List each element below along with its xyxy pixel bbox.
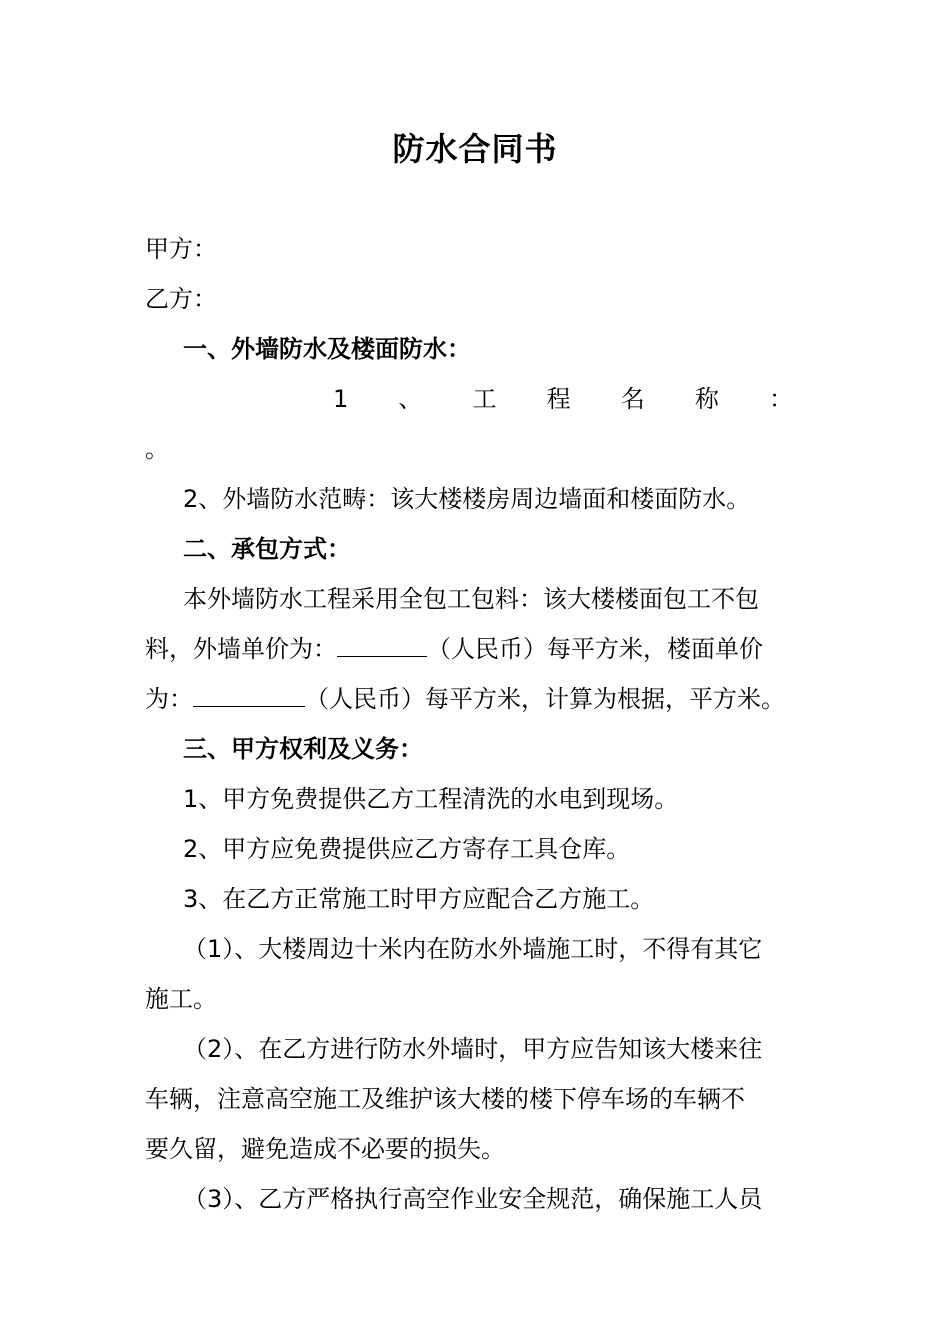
section3-item3: 3、在乙方正常施工时甲方应配合乙方施工。: [183, 885, 655, 913]
section1-heading: 一、外墙防水及楼面防水：: [183, 335, 471, 363]
item1-char: 工: [472, 385, 497, 413]
floor-price-blank: [193, 678, 305, 707]
section3-sub1-line1: （1）、大楼周边十米内在防水外墙施工时，不得有其它: [183, 935, 763, 963]
section3-sub3-line1: （3）、乙方严格执行高空作业安全规范，确保施工人员: [183, 1185, 763, 1213]
floor-price-suffix: （人民币）每平方米，计算为根据，平方米。: [305, 685, 785, 713]
section1-item2: 2、外墙防水范畴：该大楼楼房周边墙面和楼面防水。: [183, 485, 751, 513]
section3-item2: 2、甲方应免费提供应乙方寄存工具仓库。: [183, 835, 631, 863]
unit-price-blank: [337, 628, 427, 657]
section3-sub2-line3: 要久留，避免造成不必要的损失。: [145, 1135, 505, 1163]
section3-sub2-line1: （2）、在乙方进行防水外墙时，甲方应告知该大楼来往: [183, 1035, 763, 1063]
party-b-label: 乙方：: [145, 285, 217, 313]
section3-sub1-line2: 施工。: [145, 985, 217, 1013]
section3-item1: 1、甲方免费提供乙方工程清洗的水电到现场。: [183, 785, 679, 813]
item1-char: 程: [546, 385, 571, 413]
section2-line2: [145, 624, 810, 674]
section2-line1: 本外墙防水工程采用全包工包料：该大楼楼面包工不包: [183, 585, 759, 613]
section1-item1-end: 。: [145, 435, 169, 463]
party-a-label: 甲方：: [145, 235, 217, 263]
document-title: 防水合同书: [392, 130, 558, 168]
section3-sub2-line2: 车辆，注意高空施工及维护该大楼的楼下停车场的车辆不: [145, 1085, 745, 1113]
section2-heading: 二、承包方式：: [183, 535, 351, 563]
floor-price-label: 为：: [145, 685, 193, 713]
item1-char: 称: [694, 385, 719, 413]
unit-price-label: 料，外墙单价为：: [145, 635, 337, 663]
item1-char: 、: [398, 385, 423, 413]
item1-char: ：: [768, 385, 793, 413]
section2-line3: [145, 674, 810, 724]
item1-char: 名: [620, 385, 645, 413]
section1-item1-project-name: [333, 374, 793, 424]
unit-price-suffix: （人民币）每平方米，楼面单价: [427, 635, 763, 663]
item1-char: 1: [333, 385, 349, 413]
section3-heading: 三、甲方权利及义务：: [183, 735, 423, 763]
